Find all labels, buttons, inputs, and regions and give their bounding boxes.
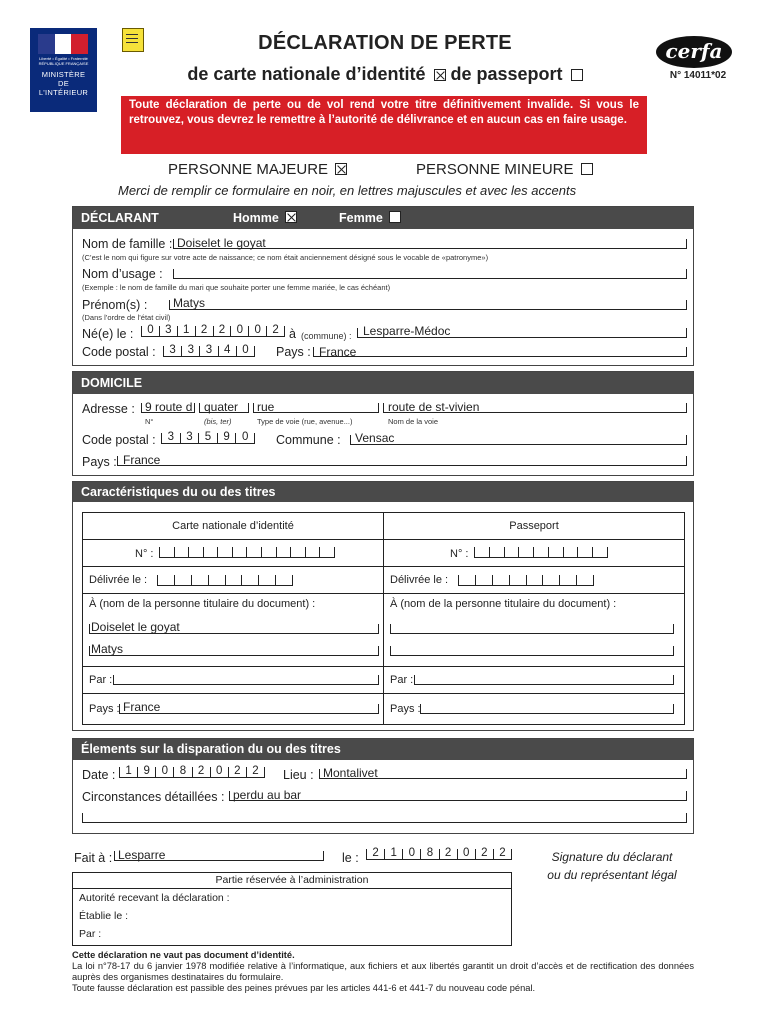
domicile-header: DOMICILE bbox=[73, 372, 693, 394]
domicile-pays-field[interactable] bbox=[117, 456, 687, 466]
prenom-note: (Dans l’ordre de l’état civil) bbox=[82, 313, 171, 322]
domicile-pays-value: France bbox=[123, 453, 161, 467]
passeport-pays-field[interactable] bbox=[420, 704, 674, 714]
fait-label: Fait à : bbox=[74, 851, 113, 865]
usage-note: (Exemple : le nom de famille du mari que souhaite porter une femme mariée, le cas échéant) bbox=[82, 283, 391, 292]
cni-nom1-value: Doiselet le goyat bbox=[91, 620, 180, 634]
passeport-checkbox[interactable] bbox=[571, 69, 583, 81]
usage-field[interactable] bbox=[173, 269, 687, 279]
domicile-section: DOMICILE Adresse : 9 route d quater rue route de st-vivien N° (bis, ter) Type de voie (rue, avenue...) Nom de la voie Code postal : 3 3 5 9 0 Commune : Vensac Pays : France bbox=[72, 371, 694, 476]
cni-numero-field[interactable] bbox=[159, 547, 335, 558]
warning-banner: Toute déclaration de perte ou de vol rend votre titre définitivement invalide. Si vous le retrouvez, vous devrez le remettre à l’autorité de délivrance et en aucun cas en faire usage. bbox=[121, 96, 647, 154]
cni-checkbox[interactable] bbox=[434, 69, 446, 81]
admin-par: Par : bbox=[79, 928, 102, 940]
ministry-logo bbox=[30, 28, 97, 112]
lieu-naissance-value: Lesparre-Médoc bbox=[363, 324, 451, 338]
cp-field[interactable]: 3 3 3 4 0 bbox=[163, 346, 255, 357]
cni-nom2-field[interactable] bbox=[89, 646, 379, 656]
cerfa-logo: cerfa bbox=[656, 36, 732, 68]
form-title: DÉCLARATION DE PERTE bbox=[258, 32, 512, 54]
commune-label: Commune : bbox=[276, 433, 341, 447]
lieu-label: Lieu : bbox=[283, 768, 314, 782]
naissance-label: Né(e) le : bbox=[82, 327, 134, 341]
admin-autorite: Autorité recevant la déclaration : bbox=[79, 892, 230, 904]
prenom-field[interactable] bbox=[169, 300, 687, 310]
cp-label: Code postal : bbox=[82, 345, 156, 359]
domicile-cp-field[interactable]: 3 3 5 9 0 bbox=[161, 433, 255, 444]
note-icon[interactable] bbox=[122, 28, 144, 52]
cni-delivree-field[interactable] bbox=[157, 575, 293, 586]
nom-label: Nom de famille : bbox=[82, 237, 173, 251]
admin-title: Partie réservée à l’administration bbox=[73, 873, 511, 889]
homme-checkbox[interactable] bbox=[285, 211, 297, 223]
passeport-nom1-field[interactable] bbox=[390, 624, 674, 634]
commune-value: Vensac bbox=[355, 431, 395, 445]
date-signature-field[interactable]: 2 1 0 8 2 0 2 2 bbox=[366, 849, 512, 860]
type-voie-value: rue bbox=[257, 400, 275, 414]
le-label: le : bbox=[342, 851, 359, 865]
footer-loi: La loi n°78-17 du 6 janvier 1978 modifiée relative à l’informatique, aux fichiers et aux libertés garantit un droit d’accès et de rectification des données auprès des organismes destinataires du formulaire. bbox=[72, 961, 694, 982]
signature-area[interactable]: Signature du déclarant ou du représentant légal bbox=[547, 850, 677, 882]
nom-value: Doiselet le goyat bbox=[177, 236, 266, 250]
cni-column-header: Carte nationale d’identité bbox=[83, 513, 384, 540]
personne-mineure: PERSONNE MINEURE bbox=[416, 161, 593, 178]
a-label: à bbox=[289, 327, 296, 341]
titres-section bbox=[72, 481, 694, 731]
passeport-par-field[interactable] bbox=[414, 675, 674, 685]
passeport-column-header: Passeport bbox=[384, 513, 685, 540]
pays-field[interactable] bbox=[313, 347, 687, 357]
mineure-checkbox[interactable] bbox=[581, 163, 593, 175]
circonstances-field-2[interactable] bbox=[82, 813, 687, 823]
cni-nom2-value: Matys bbox=[91, 642, 124, 656]
cni-par-field[interactable] bbox=[113, 675, 379, 685]
pays-value: France bbox=[319, 345, 357, 359]
passeport-delivree-field[interactable] bbox=[458, 575, 594, 586]
nom-note: (C’est le nom qui figure sur votre acte de naissance; ce nom était anciennement désigné sous le vocable de «patronyme») bbox=[82, 253, 489, 262]
commune-note: (commune) : bbox=[301, 331, 352, 341]
ministry-name: MINISTÈRE DE L'INTÉRIEUR bbox=[38, 70, 89, 97]
majeure-checkbox[interactable] bbox=[335, 163, 347, 175]
passeport-nom2-field[interactable] bbox=[390, 646, 674, 656]
naissance-date-field[interactable]: 0 3 1 2 2 0 0 2 bbox=[141, 326, 285, 337]
lieu-disparition-value: Montalivet bbox=[323, 766, 378, 780]
footer-fausse: Toute fausse déclaration est passible des peines prévues par les articles 441-6 et 441-7 du nouveau code pénal. bbox=[72, 983, 536, 993]
titres-header: Caractéristiques du ou des titres bbox=[73, 482, 693, 502]
numero-value: 9 route d bbox=[145, 400, 193, 414]
usage-label: Nom d’usage : bbox=[82, 267, 163, 281]
cni-pays-value: France bbox=[123, 700, 161, 714]
prenom-value: Matys bbox=[173, 296, 206, 310]
bis-value: quater bbox=[204, 400, 239, 414]
admin-etablie: Établie le : bbox=[79, 910, 129, 922]
commune-field[interactable] bbox=[350, 435, 687, 445]
femme-checkbox[interactable] bbox=[389, 211, 401, 223]
personne-majeure: PERSONNE MAJEURE bbox=[168, 161, 347, 178]
declarant-header: DÉCLARANT Homme Femme bbox=[73, 207, 693, 229]
republique-text: Liberté • Égalité • Fraternité RÉPUBLIQUE FRANÇAISE bbox=[38, 56, 89, 66]
domicile-pays-label: Pays : bbox=[82, 455, 117, 469]
disparition-header: Élements sur la disparation du ou des titres bbox=[73, 739, 693, 760]
passeport-numero-field[interactable] bbox=[474, 547, 608, 558]
date-disparition-field[interactable]: 1 9 0 8 2 0 2 2 bbox=[119, 767, 265, 778]
disparition-section bbox=[72, 738, 694, 834]
circonstances-label: Circonstances détaillées : bbox=[82, 790, 225, 804]
admin-box bbox=[72, 872, 512, 946]
french-flag-icon bbox=[38, 34, 88, 54]
footer-legal bbox=[72, 950, 694, 994]
form-subtitle: de carte nationale d’identité de passeport bbox=[150, 64, 620, 85]
adresse-label: Adresse : bbox=[82, 402, 135, 416]
pays-label: Pays : bbox=[276, 345, 311, 359]
prenom-label: Prénom(s) : bbox=[82, 298, 148, 312]
titres-table: Carte nationale d’identité Passeport N° : N° : Délivrée le : Délivrée le : À (nom de la personne titulaire du document) : Doiselet le goyat Matys À (nom de la personne titulaire du document) : Par : Par : Pays : France Pays : bbox=[82, 512, 685, 725]
instructions: Merci de remplir ce formulaire en noir, en lettres majuscules et avec les accents bbox=[118, 183, 577, 198]
fait-value: Lesparre bbox=[118, 848, 166, 862]
circonstances-value: perdu au bar bbox=[233, 788, 302, 802]
footer-warning: Cette déclaration ne vaut pas document d’identité. bbox=[72, 950, 295, 960]
declarant-section bbox=[72, 206, 694, 366]
domicile-cp-label: Code postal : bbox=[82, 433, 156, 447]
date-label: Date : bbox=[82, 768, 116, 782]
nom-voie-value: route de st-vivien bbox=[388, 400, 480, 414]
cerfa-number: N° 14011*02 bbox=[669, 70, 727, 81]
